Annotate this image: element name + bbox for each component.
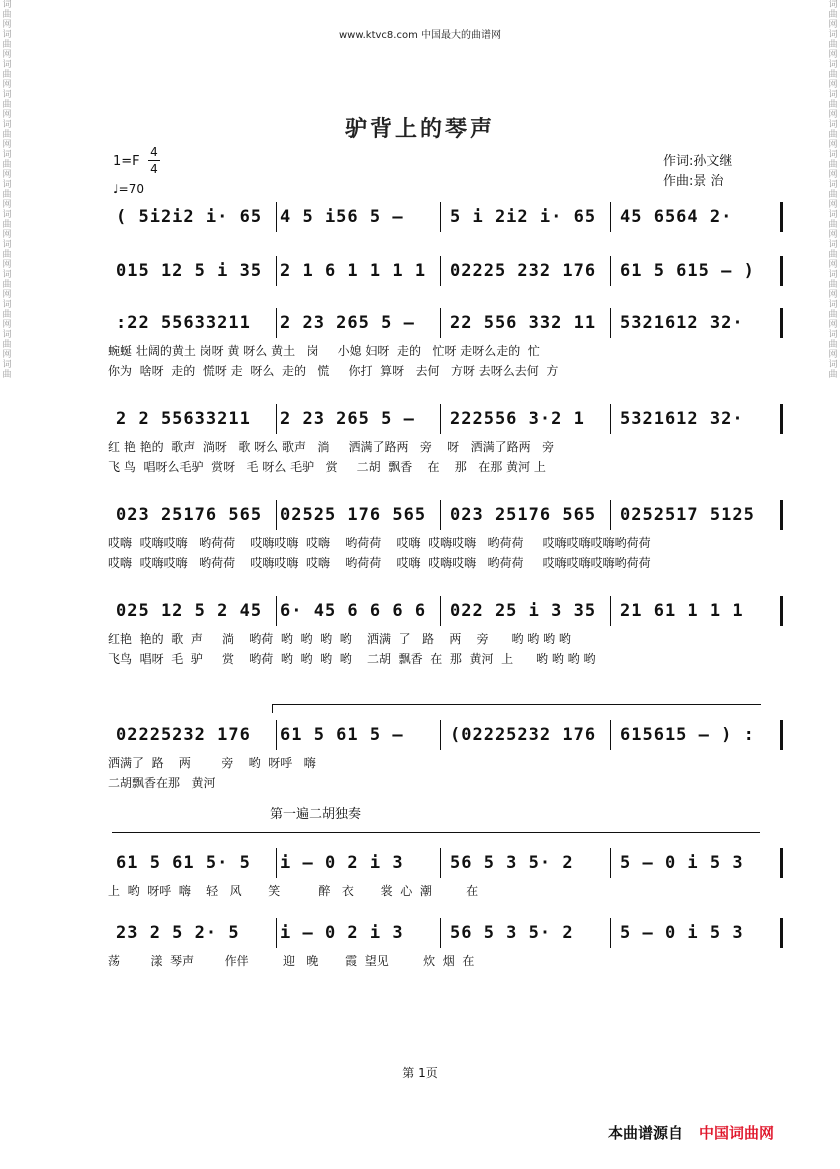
tempo-value: =70 <box>118 182 144 196</box>
measure: 61 5 61 5 — <box>280 725 404 745</box>
footer-brand: 中国词曲网 <box>699 1124 775 1142</box>
lyricist: 作词:孙文继 <box>663 154 733 169</box>
watermark-char: 曲 <box>828 310 838 320</box>
lyric-line: 二胡飘香在那 黄河 <box>108 776 216 790</box>
measure: 56 5 3 5· 2 <box>450 923 574 943</box>
barline <box>610 404 611 434</box>
watermark-char: 网 <box>2 320 12 330</box>
watermark-char: 词 <box>2 180 12 190</box>
barline <box>440 404 441 434</box>
barline <box>276 202 277 232</box>
watermark-char: 网 <box>828 20 838 30</box>
barline <box>780 256 783 286</box>
lyric-line: 红 艳 艳的 歌声 淌呀 歌 呀么 歌声 淌 洒满了路两 旁 呀 洒满了路两 旁 <box>108 440 555 454</box>
watermark-char: 曲 <box>828 70 838 80</box>
watermark-char: 曲 <box>2 370 12 380</box>
measure: 2 2 55633211 <box>116 409 251 429</box>
repeat-ending-bracket <box>272 704 761 713</box>
watermark-char: 曲 <box>828 10 838 20</box>
watermark-char: 网 <box>2 80 12 90</box>
watermark-char: 网 <box>2 20 12 30</box>
time-signature <box>148 145 160 176</box>
notation-row <box>108 256 768 286</box>
time-signature-divider <box>148 160 160 161</box>
barline <box>440 256 441 286</box>
barline <box>610 848 611 878</box>
watermark-char: 曲 <box>828 250 838 260</box>
watermark-char: 网 <box>828 170 838 180</box>
watermark-char: 词 <box>2 300 12 310</box>
measure: 61 5 615 — ) <box>620 261 755 281</box>
measure: 615615 — ) : <box>620 725 755 745</box>
barline <box>276 720 277 750</box>
footer <box>608 1122 774 1143</box>
lyric-line: 哎嗨 哎嗨哎嗨 哟荷荷 哎嗨哎嗨 哎嗨 哟荷荷 哎嗨 哎嗨哎嗨 哟荷荷 哎嗨哎嗨哎嗨哟荷荷 <box>108 536 651 550</box>
watermark-char: 词 <box>828 210 838 220</box>
watermark-char: 网 <box>828 140 838 150</box>
watermark-char: 词 <box>2 120 12 130</box>
barline <box>440 720 441 750</box>
watermark-char: 网 <box>828 200 838 210</box>
watermark-char: 词 <box>828 90 838 100</box>
quarter-note-icon: ♩ <box>113 182 119 196</box>
measure: 22 556 332 11 <box>450 313 597 333</box>
watermark-char: 网 <box>2 290 12 300</box>
notation-row <box>108 202 768 232</box>
measure: ( 5i2i2 i· 65 <box>116 207 263 227</box>
watermark-char: 曲 <box>2 310 12 320</box>
watermark-char: 词 <box>2 30 12 40</box>
song-title: 驴背上的琴声 <box>344 117 495 142</box>
barline <box>276 404 277 434</box>
measure: 2 23 265 5 — <box>280 409 415 429</box>
watermark-char: 网 <box>2 110 12 120</box>
watermark-char: 曲 <box>2 10 12 20</box>
lyric-line: 你为 啥呀 走的 慌呀 走 呀么 走的 慌 你打 算呀 去何 方呀 去呀么去何 方 <box>108 364 559 378</box>
key-signature: 1=F <box>113 154 140 169</box>
site-header: www.ktvc8.com 中国最大的曲谱网 <box>338 30 501 41</box>
measure: 023 25176 565 <box>450 505 597 525</box>
barline <box>780 720 783 750</box>
measure: 023 25176 565 <box>116 505 263 525</box>
watermark-char: 词 <box>2 240 12 250</box>
barline <box>276 500 277 530</box>
barline <box>780 202 783 232</box>
measure: 025 12 5 2 45 <box>116 601 263 621</box>
tempo-marking <box>113 182 144 196</box>
watermark-char: 词 <box>828 240 838 250</box>
measure: 23 2 5 2· 5 <box>116 923 240 943</box>
watermark-char: 词 <box>2 330 12 340</box>
watermark-char: 曲 <box>2 130 12 140</box>
measure: 02225 232 176 <box>450 261 597 281</box>
watermark-char: 词 <box>828 30 838 40</box>
watermark-char: 词 <box>2 60 12 70</box>
barline <box>610 500 611 530</box>
watermark-char: 网 <box>2 260 12 270</box>
watermark-char: 曲 <box>828 190 838 200</box>
barline <box>440 308 441 338</box>
measure: 5 — 0 i 5 3 <box>620 853 744 873</box>
watermark-char: 网 <box>2 140 12 150</box>
watermark-char: 曲 <box>828 130 838 140</box>
watermark-char: 网 <box>2 170 12 180</box>
watermark-char: 曲 <box>828 40 838 50</box>
footer-source: 本曲谱源自 <box>608 1124 684 1142</box>
barline <box>610 202 611 232</box>
barline <box>610 918 611 948</box>
watermark-char: 词 <box>828 150 838 160</box>
barline <box>780 918 783 948</box>
measure: 2 23 265 5 — <box>280 313 415 333</box>
barline <box>440 500 441 530</box>
notation-row <box>108 308 768 338</box>
barline <box>610 256 611 286</box>
notation-row <box>108 404 768 434</box>
watermark-char: 词 <box>828 180 838 190</box>
barline <box>276 256 277 286</box>
notation-row <box>108 596 768 626</box>
lyric-line: 蜿蜒 壮阔的黄土 岗呀 黄 呀么 黄土 岗 小媳 妇呀 走的 忙呀 走呀么走的 忙 <box>108 344 540 358</box>
watermark-char: 曲 <box>2 160 12 170</box>
watermark-char: 网 <box>2 50 12 60</box>
barline <box>780 500 783 530</box>
watermark-char: 曲 <box>2 190 12 200</box>
notation-row <box>108 848 768 878</box>
measure: 022 25 i 3 35 <box>450 601 597 621</box>
watermark-char: 曲 <box>828 340 838 350</box>
watermark-char: 词 <box>2 270 12 280</box>
watermark-char: 曲 <box>2 100 12 110</box>
watermark-char: 网 <box>2 350 12 360</box>
watermark-char: 词 <box>2 0 12 10</box>
watermark-char: 曲 <box>828 100 838 110</box>
watermark-char: 词 <box>828 360 838 370</box>
measure: 45 6564 2· <box>620 207 733 227</box>
watermark-char: 曲 <box>2 250 12 260</box>
notation-row <box>108 500 768 530</box>
watermark-char: 网 <box>828 260 838 270</box>
watermark-char: 曲 <box>2 340 12 350</box>
lyric-line: 哎嗨 哎嗨哎嗨 哟荷荷 哎嗨哎嗨 哎嗨 哟荷荷 哎嗨 哎嗨哎嗨 哟荷荷 哎嗨哎嗨哎嗨哟荷荷 <box>108 556 651 570</box>
watermark-char: 词 <box>828 270 838 280</box>
watermark-char: 网 <box>828 110 838 120</box>
measure: 222556 3·2 1 <box>450 409 585 429</box>
watermark-char: 曲 <box>828 370 838 380</box>
measure: 5321612 32· <box>620 409 744 429</box>
lyric-line: 荡 漾 琴声 作伴 迎 晚 霞 望见 炊 烟 在 <box>108 954 475 968</box>
barline <box>276 308 277 338</box>
lyric-line: 洒满了 路 两 旁 哟 呀呼 嗨 <box>108 756 316 770</box>
measure: 02525 176 565 <box>280 505 427 525</box>
watermark-char: 网 <box>828 80 838 90</box>
watermark-char: 网 <box>828 320 838 330</box>
measure: 5 i 2i2 i· 65 <box>450 207 597 227</box>
measure: (02225232 176 <box>450 725 597 745</box>
watermark-char: 词 <box>828 330 838 340</box>
measure: 02225232 176 <box>116 725 251 745</box>
measure: :22 55633211 <box>116 313 251 333</box>
right-watermark-strip <box>826 0 840 1169</box>
measure: 61 5 61 5· 5 <box>116 853 251 873</box>
left-watermark-strip <box>0 0 14 1169</box>
lyric-line: 上 哟 呀呼 嗨 轻 风 笑 醉 衣 裳 心 潮 在 <box>108 884 479 898</box>
barline <box>610 596 611 626</box>
measure: 56 5 3 5· 2 <box>450 853 574 873</box>
measure: 0252517 5125 <box>620 505 755 525</box>
measure: 015 12 5 i 35 <box>116 261 263 281</box>
watermark-char: 曲 <box>2 280 12 290</box>
barline <box>440 848 441 878</box>
watermark-char: 曲 <box>828 160 838 170</box>
barline <box>276 848 277 878</box>
measure: i — 0 2 i 3 <box>280 853 404 873</box>
barline <box>276 918 277 948</box>
page-number: 第 1页 <box>402 1066 438 1080</box>
measure: 4 5 i56 5 — <box>280 207 404 227</box>
measure: i — 0 2 i 3 <box>280 923 404 943</box>
watermark-char: 网 <box>828 230 838 240</box>
watermark-char: 网 <box>2 230 12 240</box>
watermark-char: 曲 <box>2 220 12 230</box>
notation-row <box>108 918 768 948</box>
section-label: 第一遍二胡独奏 <box>270 807 362 822</box>
watermark-char: 网 <box>828 50 838 60</box>
watermark-char: 词 <box>828 120 838 130</box>
lyric-line: 红艳 艳的 歌 声 淌 哟荷 哟 哟 哟 哟 洒满 了 路 两 旁 哟 哟 哟 哟 <box>108 632 571 646</box>
watermark-char: 词 <box>828 300 838 310</box>
barline <box>610 720 611 750</box>
watermark-char: 曲 <box>828 220 838 230</box>
measure: 5321612 32· <box>620 313 744 333</box>
watermark-char: 网 <box>828 350 838 360</box>
measure: 5 — 0 i 5 3 <box>620 923 744 943</box>
barline <box>440 596 441 626</box>
barline <box>780 404 783 434</box>
watermark-char: 词 <box>2 360 12 370</box>
credits <box>663 152 732 192</box>
phrase-slur-line <box>112 832 760 833</box>
barline <box>780 848 783 878</box>
watermark-char: 网 <box>2 200 12 210</box>
watermark-char: 曲 <box>828 280 838 290</box>
measure: 6· 45 6 6 6 6 <box>280 601 427 621</box>
measure: 21 61 1 1 1 <box>620 601 744 621</box>
barline <box>780 596 783 626</box>
watermark-char: 曲 <box>2 40 12 50</box>
lyric-line: 飞 鸟 唱呀么毛驴 赏呀 毛 呀么 毛驴 赏 二胡 飘香 在 那 在那 黄河 上 <box>108 460 546 474</box>
watermark-char: 词 <box>828 60 838 70</box>
barline <box>440 202 441 232</box>
barline <box>276 596 277 626</box>
time-signature-numerator: 4 <box>150 145 158 159</box>
composer: 作曲:景 治 <box>663 174 724 189</box>
measure: 2 1 6 1 1 1 1 <box>280 261 427 281</box>
barline <box>610 308 611 338</box>
watermark-char: 网 <box>828 290 838 300</box>
watermark-char: 词 <box>2 210 12 220</box>
watermark-char: 词 <box>828 0 838 10</box>
time-signature-denominator: 4 <box>150 162 158 176</box>
watermark-char: 词 <box>2 90 12 100</box>
barline <box>780 308 783 338</box>
lyric-line: 飞鸟 唱呀 毛 驴 赏 哟荷 哟 哟 哟 哟 二胡 飘香 在 那 黄河 上 哟 哟 哟 哟 <box>108 652 596 666</box>
watermark-char: 曲 <box>2 70 12 80</box>
notation-row <box>108 720 768 750</box>
barline <box>440 918 441 948</box>
watermark-char: 词 <box>2 150 12 160</box>
